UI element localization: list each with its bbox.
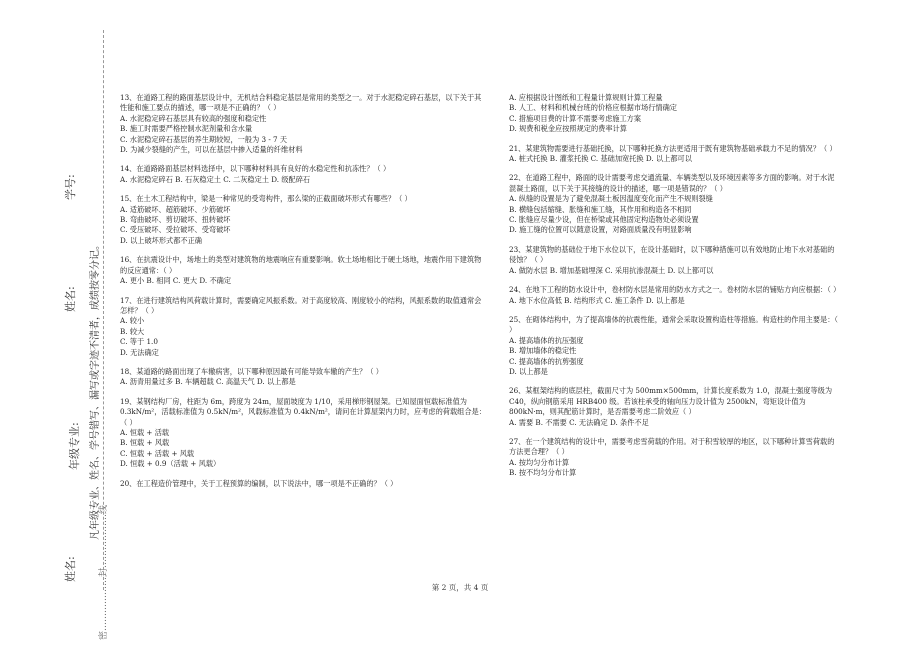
question-stem: 25、在砌体结构中，为了提高墙体的抗震性能，通常会采取设置构造柱等措施。构造柱的作用主要是：（ ）: [509, 314, 838, 335]
answer-option: B. 弯曲破坏、剪切破坏、扭转破坏: [120, 215, 231, 225]
binding-margin: [0, 0, 118, 651]
left-column: [120, 93, 488, 498]
margin-grade-label: 年级专业:: [68, 422, 81, 470]
answer-option: A. 需要 B. 不需要 C. 无法确定 D. 条件不足: [509, 417, 649, 427]
question-stem: 23、某建筑物的基础位于地下水位以下，在设计基础时，以下哪种措施可以有效地防止地下水对基础的侵蚀？（ ）: [509, 244, 835, 265]
answer-option: B. 较大: [120, 326, 145, 336]
answer-option: D. 施工缝的位置可以随意设置，对路面质量没有明显影响: [509, 225, 692, 235]
answer-option: D. 无法确定: [120, 347, 159, 357]
question-item: [509, 437, 839, 479]
question-stem: 21、某建筑物需要进行基础托换，以下哪种托换方法更适用于既有建筑物基础承载力不足的情况？（ ）: [509, 143, 837, 153]
answer-option: D. 以上都是: [509, 366, 548, 376]
question-item: [509, 386, 839, 428]
answer-option: B. 横缝包括缩缝、胀缝和施工缝，其作用和构造各不相同: [509, 204, 692, 214]
margin-notice: 凡年级专业、姓名、学号错写、漏写或字迹不清者，成绩按零分记。: [90, 240, 101, 540]
right-column: [509, 93, 839, 488]
answer-option: A. 纵缝的设置是为了避免混凝土板因温度变化而产生不规则裂缝: [509, 194, 713, 204]
question-item: [120, 397, 488, 470]
answer-option: A. 更小 B. 相同 C. 更大 D. 不确定: [120, 276, 232, 286]
question-item: [120, 164, 488, 185]
answer-option: C. 提高墙体的抗剪强度: [509, 356, 584, 366]
question-stem: 24、在地下工程的防水设计中，卷材防水层是常用的防水方式之一。卷材防水层的铺贴方向应根据：（ ）: [509, 285, 841, 295]
question-stem: 22、在道路工程中，路面的设计需要考虑交通流量、车辆类型以及环境因素等多方面的影响。对于水泥混凝土路面，以下关于其接缝的设计的描述，哪一项是错误的？（ ）: [509, 173, 835, 193]
question-stem: 19、某钢结构厂房，柱距为 6m，跨度为 24m，屋面坡度为 1/10，采用梯形钢屋架。已知屋面恒载标准值为 0.3kN/m²，活载标准值为 0.5kN/m²，风载标准值为 0.4kN/m²，请问在计算屋架内力时，应考虑的荷载组合是：（ ）: [120, 396, 486, 427]
fold-line: [103, 30, 104, 590]
question-stem: 18、某道路的路面出现了车辙病害，以下哪种原因最有可能导致车辙的产生？（ ）: [120, 366, 383, 376]
answer-option: C. 恒载 + 活载 + 风载: [120, 448, 195, 458]
answer-option: A. 提高墙体的抗压强度: [509, 335, 584, 345]
question-item: [120, 194, 488, 246]
answer-option: A. 桩式托换 B. 灌浆托换 C. 基础加宽托换 D. 以上都可以: [509, 154, 692, 164]
margin-name-label: 姓名:: [64, 286, 77, 312]
question-item: [509, 93, 839, 135]
answer-option: D. 规费和税金应按照规定的费率计算: [509, 124, 627, 134]
margin-school-label: 姓名:: [64, 556, 77, 582]
question-stem: 16、在抗震设计中，场地土的类型对建筑物的地震响应有重要影响。软土场地相比于硬土场地，地震作用下建筑物的反应通常：（ ）: [120, 255, 482, 275]
question-item: [120, 255, 488, 286]
answer-option: C. 受压破坏、受拉破坏、受弯破坏: [120, 225, 231, 235]
answer-option: C. 水泥稳定碎石基层的养生期较短，一般为 3 - 7 天: [120, 134, 288, 144]
answer-option: D. 为减少裂缝的产生，可以在基层中掺入适量的纤维材料: [120, 145, 303, 155]
question-item: [509, 315, 839, 377]
answer-option: A. 做防水层 B. 增加基础埋深 C. 采用抗渗混凝土 D. 以上都可以: [509, 265, 714, 275]
answer-option: C. 胀缝应尽量少设，但在桥梁或其他固定构造物处必须设置: [509, 215, 699, 225]
question-stem: 20、在工程造价管理中，关于工程预算的编制，以下说法中，哪一项是不正确的？（ ）: [120, 478, 398, 488]
answer-option: C. 等于 1.0: [120, 337, 158, 347]
answer-option: A. 按均匀分布计算: [509, 457, 570, 467]
question-stem: 17、在进行建筑结构风荷载计算时，需要确定风振系数。对于高度较高、刚度较小的结构，风振系数的取值通常会怎样？（ ）: [120, 295, 482, 315]
answer-option: B. 施工时需要严格控制水泥剂量和含水量: [120, 124, 253, 134]
question-stem: 27、在一个建筑结构的设计中，需要考虑雪荷载的作用。对于积雪较厚的地区，以下哪种计算雪荷载的方法更合理？（ ）: [509, 436, 835, 457]
answer-option: A. 水泥稳定碎石基层具有较高的强度和稳定性: [120, 113, 267, 123]
answer-option: D. 恒载 + 0.9（活载 + 风载）: [120, 459, 221, 469]
question-item: [120, 296, 488, 358]
margin-student-id-label: 学号:: [64, 174, 77, 200]
answer-option: B. 增加墙体的稳定性: [509, 346, 577, 356]
margin-seal-line: 密………………封………………线: [99, 504, 109, 640]
answer-option: A. 水泥稳定碎石 B. 石灰稳定土 C. 二灰稳定土 D. 级配碎石: [120, 174, 311, 184]
page-footer: 第 2 页，共 4 页: [431, 583, 489, 592]
answer-option: A. 应根据设计图纸和工程量计算规则计算工程量: [509, 93, 663, 102]
answer-option: A. 适筋破坏、超筋破坏、少筋破坏: [120, 204, 231, 214]
answer-option: C. 措施项目费的计算不需要考虑施工方案: [509, 113, 642, 123]
answer-option: A. 沥青用量过多 B. 车辆超载 C. 高温天气 D. 以上都是: [120, 377, 296, 387]
question-item: [509, 144, 839, 165]
question-item: [120, 367, 488, 388]
answer-option: D. 以上破坏形式都不正确: [120, 235, 202, 245]
answer-option: A. 恒载 + 活载: [120, 427, 170, 437]
answer-option: A. 较小: [120, 316, 145, 326]
question-item: [509, 173, 839, 235]
question-stem: 26、某框架结构的底层柱，截面尺寸为 500mm×500mm，计算长度系数为 1.0，混凝土强度等级为 C40，纵向钢筋采用 HRB400 级。若该柱承受的轴向压力设计值为 2500kN，弯矩设计值为 800kN·m，则其配筋计算时，是否需要考虑二阶效应（ ）: [509, 386, 833, 417]
answer-option: B. 恒载 + 风载: [120, 438, 170, 448]
answer-option: B. 人工、材料和机械台班的价格应根据市场行情确定: [509, 103, 677, 113]
question-item: [509, 245, 839, 276]
question-stem: 15、在土木工程结构中，梁是一种常见的受弯构件，那么梁的正截面破坏形式有哪些？（ ）: [120, 194, 412, 204]
question-stem: 13、在道路工程的路面基层设计中，无机结合料稳定基层是常用的类型之一。对于水泥稳定碎石基层，以下关于其性能和施工要点的描述，哪一项是不正确的？（ ）: [120, 93, 482, 113]
answer-option: B. 按不均匀分布计算: [509, 468, 577, 478]
answer-option: A. 地下水位高低 B. 结构形式 C. 施工条件 D. 以上都是: [509, 295, 685, 305]
question-item: [120, 479, 488, 489]
question-item: [120, 93, 488, 155]
question-stem: 14、在道路路面基层材料选择中，以下哪种材料具有良好的水稳定性和抗冻性？（ ）: [120, 164, 391, 174]
question-item: [509, 285, 839, 306]
